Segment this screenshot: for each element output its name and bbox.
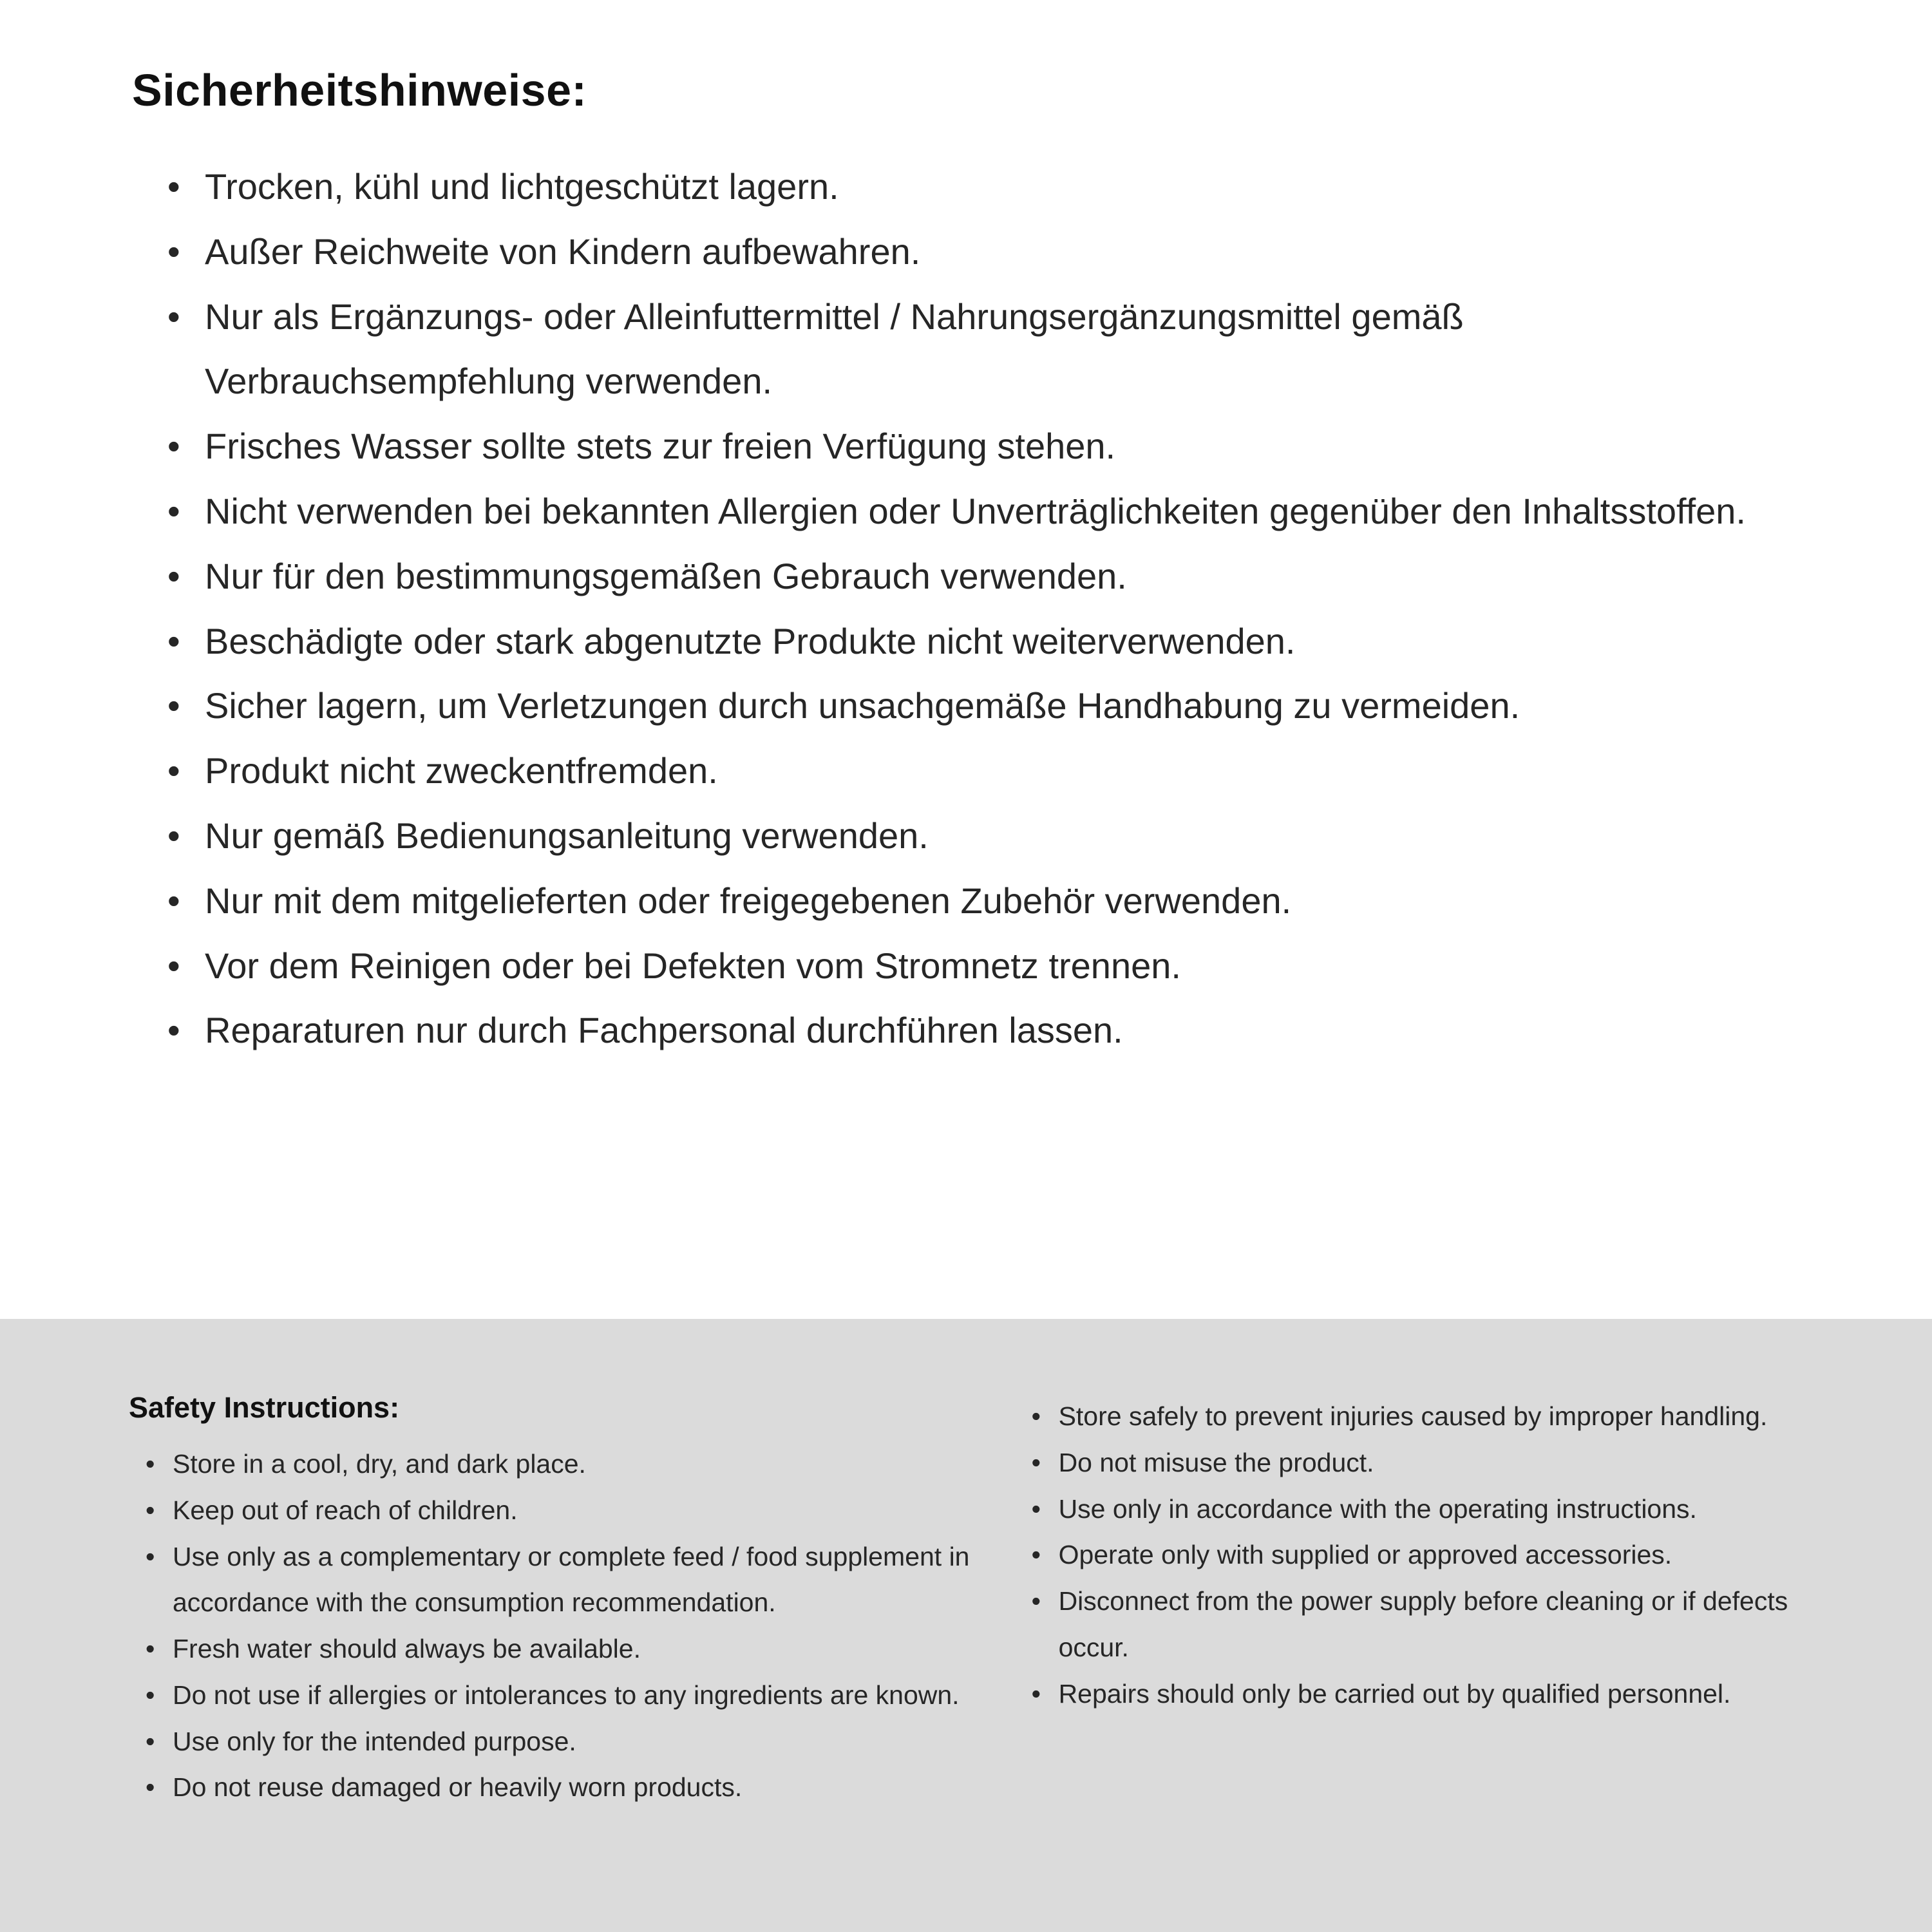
list-item: • Nur für den bestimmungsgemäßen Gebrauch verwenden.	[167, 544, 1829, 609]
list-item: • Reparaturen nur durch Fachpersonal durchführen lassen.	[167, 998, 1829, 1063]
list-item: • Produkt nicht zweckentfremden.	[167, 739, 1829, 804]
english-right-column	[1032, 1391, 1835, 1717]
list-item: • Store safely to prevent injuries caused by improper handling.	[1032, 1394, 1835, 1440]
list-item: • Use only as a complementary or complete feed / food supplement in accordance with the consumption recommendation.	[146, 1534, 1003, 1627]
english-section	[0, 1319, 1932, 1932]
list-item: • Sicher lagern, um Verletzungen durch unsachgemäße Handhabung zu vermeiden.	[167, 674, 1829, 739]
english-instructions-list-right	[1032, 1394, 1835, 1717]
list-item: • Fresh water should always be available.	[146, 1626, 1003, 1672]
english-section-title: Safety Instructions:	[129, 1391, 400, 1424]
list-item: • Nicht verwenden bei bekannten Allergien oder Unverträglichkeiten gegenüber den Inhaltsstoffen.	[167, 479, 1829, 544]
list-item: • Nur mit dem mitgelieferten oder freigegebenen Zubehör verwenden.	[167, 869, 1829, 934]
list-item: • Frisches Wasser sollte stets zur freien Verfügung stehen.	[167, 414, 1829, 479]
list-item: • Use only for the intended purpose.	[146, 1719, 1003, 1765]
list-item: • Außer Reichweite von Kindern aufbewahren.	[167, 220, 1829, 285]
german-section-title: Sicherheitshinweise:	[132, 65, 587, 115]
list-item: • Trocken, kühl und lichtgeschützt lagern.	[167, 155, 1829, 220]
list-item: • Nur als Ergänzungs- oder Alleinfuttermittel / Nahrungsergänzungsmittel gemäß Verbrauchsempfehlung verwenden.	[167, 285, 1829, 415]
english-instructions-list-left	[129, 1441, 1003, 1811]
english-left-column	[129, 1391, 1003, 1811]
list-item: • Keep out of reach of children.	[146, 1488, 1003, 1534]
list-item: • Disconnect from the power supply before cleaning or if defects occur.	[1032, 1578, 1835, 1671]
list-item: • Do not misuse the product.	[1032, 1440, 1835, 1486]
list-item: • Do not reuse damaged or heavily worn products.	[146, 1765, 1003, 1811]
list-item: • Repairs should only be carried out by qualified personnel.	[1032, 1671, 1835, 1718]
list-item: • Beschädigte oder stark abgenutzte Produkte nicht weiterverwenden.	[167, 609, 1829, 674]
german-instructions-list	[132, 155, 1829, 1063]
list-item: • Use only in accordance with the operating instructions.	[1032, 1486, 1835, 1533]
list-item: • Store in a cool, dry, and dark place.	[146, 1441, 1003, 1488]
list-item: • Vor dem Reinigen oder bei Defekten vom Stromnetz trennen.	[167, 934, 1829, 999]
list-item: • Operate only with supplied or approved accessories.	[1032, 1532, 1835, 1578]
list-item: • Do not use if allergies or intolerances to any ingredients are known.	[146, 1672, 1003, 1719]
list-item: • Nur gemäß Bedienungsanleitung verwenden.	[167, 804, 1829, 869]
